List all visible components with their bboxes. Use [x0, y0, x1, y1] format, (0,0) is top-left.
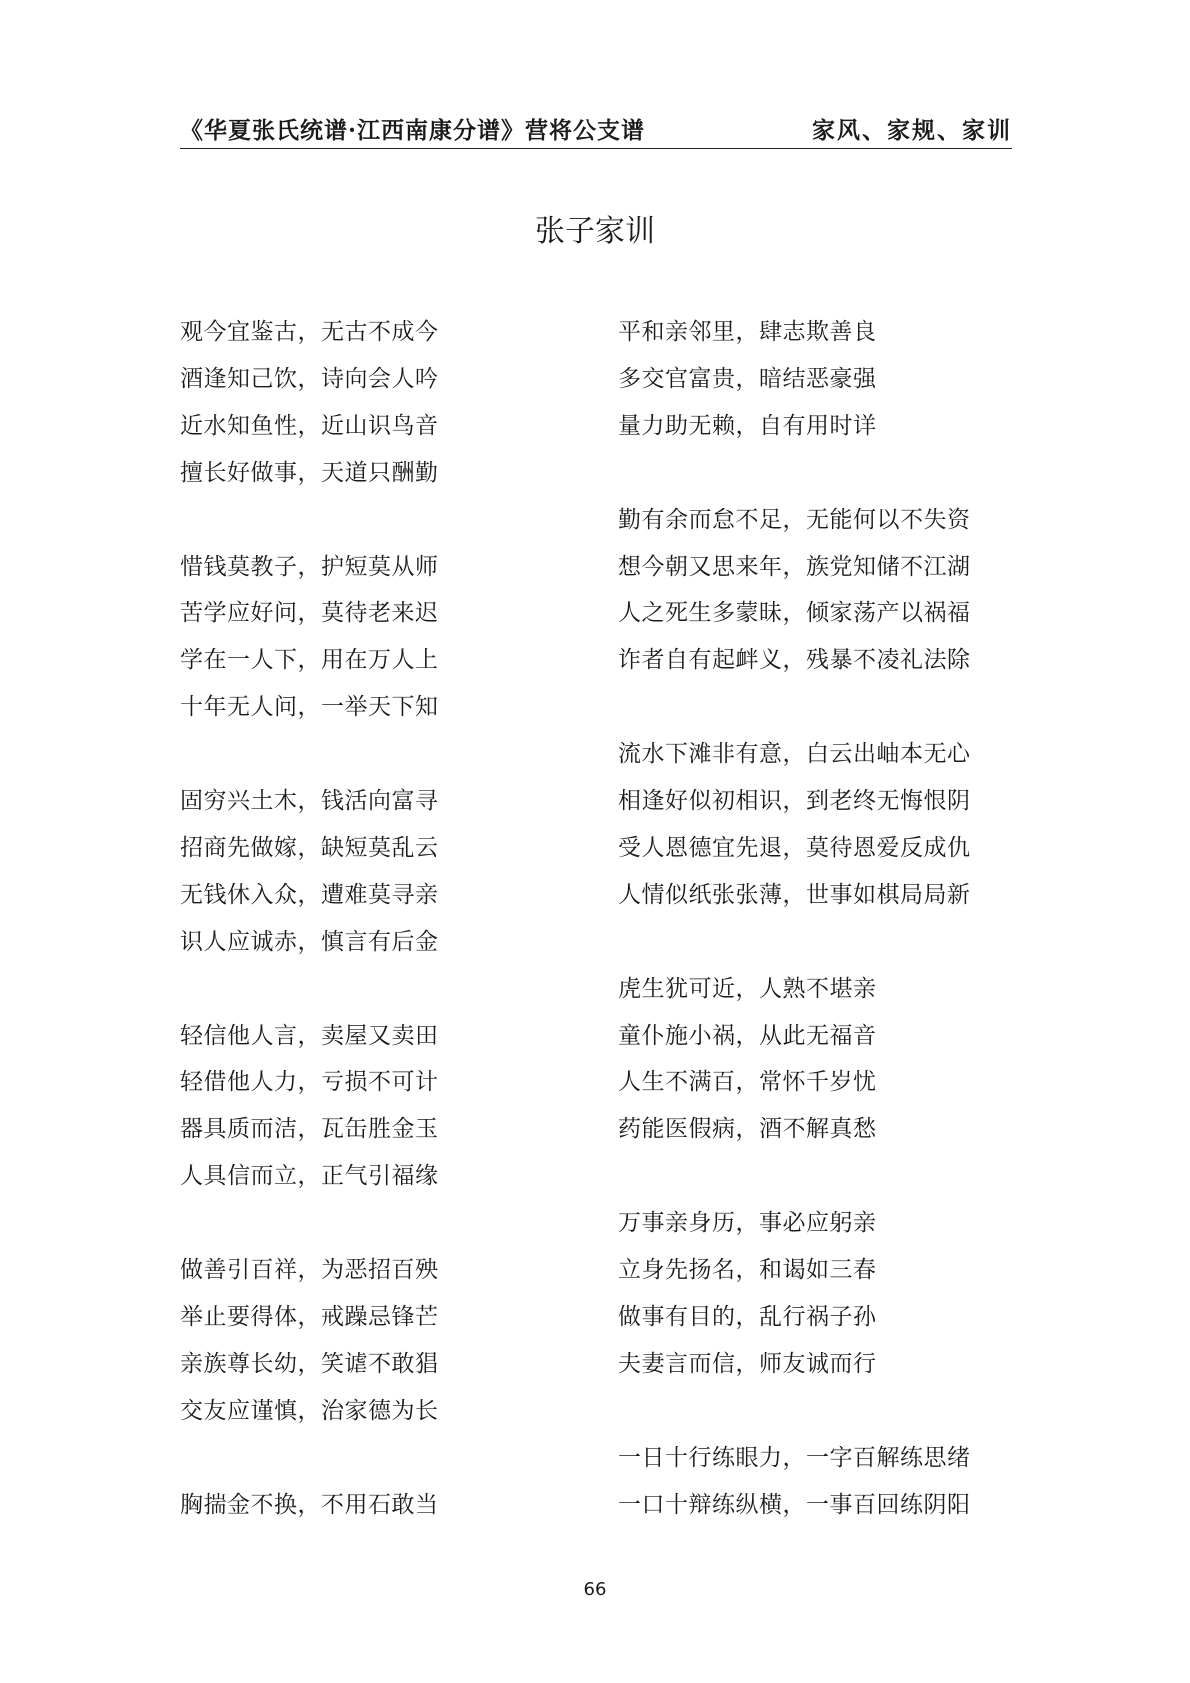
verse-line: 无钱休入众，遭难莫寻亲	[180, 881, 439, 908]
verse-line: 擅长好做事，天道只酬勤	[180, 459, 439, 486]
verse-line: 童仆施小祸，从此无福音	[618, 1022, 877, 1049]
verse-line: 药能医假病，酒不解真愁	[618, 1116, 877, 1143]
verse-line: 人具信而立，正气引福缘	[180, 1163, 439, 1190]
verse-line: 立身先扬名，和谒如三春	[618, 1257, 877, 1283]
header-book-title: 《华夏张氏统谱·江西南康分谱》营将公支谱	[180, 117, 646, 144]
verse-line: 受人恩德宜先退，莫待恩爱反成仇	[618, 834, 971, 861]
verse-line: 交友应谨慎，治家德为长	[180, 1397, 439, 1424]
verse-line: 观今宜鉴古，无古不成今	[180, 319, 439, 345]
verse-line: 惜钱莫教子，护短莫从师	[180, 553, 439, 580]
verse-line: 固穷兴土木，钱活向富寻	[180, 788, 439, 814]
verse-line: 虎生犹可近，人熟不堪亲	[618, 975, 877, 1002]
verse-line: 多交官富贵，暗结恶豪强	[618, 365, 877, 392]
page-header	[180, 112, 1012, 149]
verse-line: 流水下滩非有意，白云出岫本无心	[618, 741, 971, 768]
verse-line: 十年无人问，一举天下知	[180, 694, 439, 721]
verse-line: 万事亲身历，事必应躬亲	[618, 1210, 877, 1237]
verse-line: 学在一人下，用在万人上	[180, 647, 439, 674]
verse-line: 想今朝又思来年，族党知储不江湖	[618, 553, 971, 580]
verse-line: 酒逢知己饮，诗向会人吟	[180, 365, 439, 392]
verse-line: 做善引百祥，为恶招百殃	[180, 1257, 439, 1283]
verse-line: 人情似纸张张薄，世事如棋局局新	[618, 881, 971, 908]
verse-line: 一日十行练眼力，一字百解练思绪	[618, 1444, 971, 1471]
page-number: 66	[583, 1579, 607, 1600]
verse-line: 识人应诚赤，慎言有后金	[180, 928, 439, 955]
verse-line: 轻借他人力，亏损不可计	[180, 1069, 439, 1096]
verse-line: 近水知鱼性，近山识鸟音	[180, 412, 439, 439]
verse-line: 亲族尊长幼，笑谑不敢猖	[180, 1350, 439, 1377]
header-section-title: 家风、家规、家训	[812, 117, 1012, 144]
verse-line: 量力助无赖，自有用时详	[618, 412, 877, 439]
verse-line: 举止要得体，戒躁忌锋芒	[180, 1303, 439, 1330]
verse-line: 相逢好似初相识，到老终无悔恨阴	[618, 788, 971, 814]
verse-line: 器具质而洁，瓦缶胜金玉	[180, 1116, 439, 1143]
verse-line: 夫妻言而信，师友诚而行	[618, 1350, 877, 1377]
verse-line: 胸揣金不换，不用石敢当	[180, 1491, 439, 1518]
verse-line: 勤有余而怠不足，无能何以不失资	[618, 506, 971, 533]
verse-line: 招商先做嫁，缺短莫乱云	[180, 834, 439, 861]
verse-line: 人之死生多蒙昧，倾家荡产以祸福	[618, 600, 971, 627]
verse-line: 人生不满百，常怀千岁忧	[618, 1069, 877, 1096]
verse-line: 做事有目的，乱行祸子孙	[618, 1303, 877, 1330]
verse-line: 苦学应好问，莫待老来迟	[180, 600, 439, 627]
verse-line: 诈者自有起衅义，残暴不凌礼法除	[618, 647, 971, 674]
verse-line: 平和亲邻里，肆志欺善良	[618, 319, 877, 345]
verse-line: 一口十辩练纵横，一事百回练阴阳	[618, 1491, 971, 1518]
page-title: 张子家训	[535, 214, 655, 249]
verse-line: 轻信他人言，卖屋又卖田	[180, 1022, 439, 1049]
